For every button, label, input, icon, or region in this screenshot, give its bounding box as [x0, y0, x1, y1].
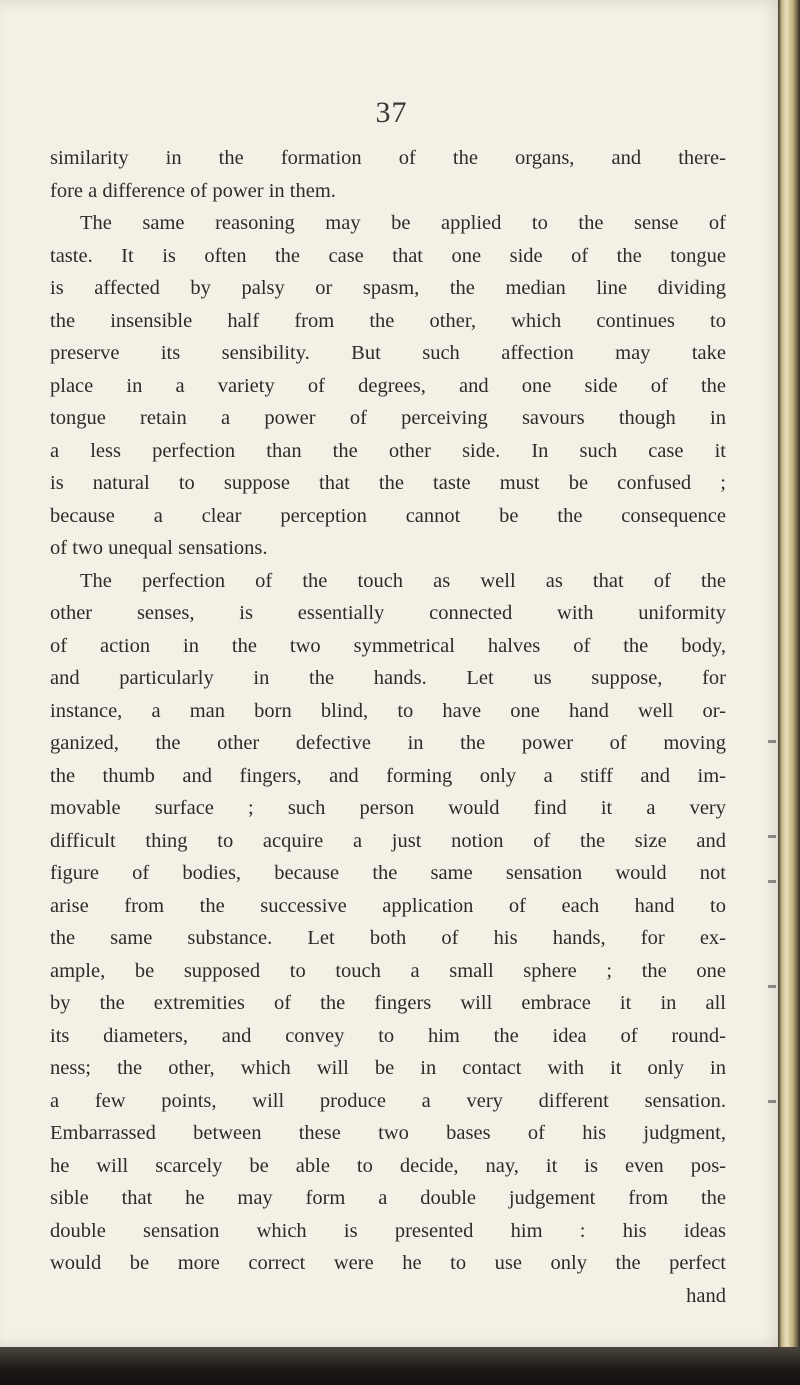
- text-line: sible that he may form a double judgement from the: [50, 1187, 726, 1209]
- text-line: would be more correct were he to use only the perfect: [50, 1252, 726, 1274]
- text-line: double sensation which is presented him : his ideas: [50, 1219, 726, 1242]
- text-line: the insensible half from the other, which continues to: [50, 309, 726, 332]
- text-line: ganized, the other defective in the power of moving: [50, 732, 726, 754]
- text-line: is affected by palsy or spasm, the median line dividing: [50, 277, 726, 299]
- text-line: ample, be supposed to touch a small sphere ; the one: [50, 959, 726, 982]
- text-line: taste. It is often the case that one side of the tongue: [50, 244, 726, 267]
- text-line: place in a variety of degrees, and one side of the: [50, 374, 726, 397]
- text-line: difficult thing to acquire a just notion of the size and: [50, 829, 726, 852]
- text-line: because a clear perception cannot be the consequence: [50, 504, 726, 527]
- text-line: figure of bodies, because the same sensation would not: [50, 862, 726, 884]
- text-line: tongue retain a power of perceiving savours though in: [50, 407, 726, 429]
- text-line: preserve its sensibility. But such affection may take: [50, 342, 726, 364]
- text-line: by the extremities of the fingers will embrace it in all: [50, 992, 726, 1014]
- text-line: fore a difference of power in them.: [50, 179, 336, 202]
- page-bottom-edge: [0, 1347, 800, 1385]
- text-line: of two unequal sensations.: [50, 537, 268, 559]
- binding-mark: [768, 1100, 776, 1103]
- binding-mark: [768, 880, 776, 883]
- catchword: hand: [686, 1284, 726, 1307]
- page-number: 37: [375, 96, 408, 129]
- text-line: and particularly in the hands. Let us suppose, for: [50, 667, 726, 689]
- text-line: is natural to suppose that the taste must be confused ;: [50, 472, 726, 494]
- binding-mark: [768, 740, 776, 743]
- text-line: The perfection of the touch as well as that of the: [80, 569, 726, 592]
- binding-mark: [768, 835, 776, 838]
- text-line: he will scarcely be able to decide, nay, it is even pos-: [50, 1154, 726, 1177]
- text-line: instance, a man born blind, to have one hand well or-: [50, 699, 726, 722]
- binding-mark: [768, 985, 776, 988]
- text-line: arise from the successive application of each hand to: [50, 894, 726, 917]
- text-line: the same substance. Let both of his hands, for ex-: [50, 927, 726, 949]
- body-text: [50, 142, 726, 1312]
- text-line: a few points, will produce a very different sensation.: [50, 1089, 726, 1112]
- text-line: Embarrassed between these two bases of his judgment,: [50, 1122, 726, 1144]
- text-line: movable surface ; such person would find it a very: [50, 797, 726, 819]
- text-line: other senses, is essentially connected with uniformity: [50, 602, 726, 624]
- text-line: its diameters, and convey to him the idea of round-: [50, 1024, 726, 1047]
- text-line: similarity in the formation of the organs, and there-: [50, 147, 726, 169]
- text-line: a less perfection than the other side. In such case it: [50, 439, 726, 462]
- text-line: ness; the other, which will be in contact with it only in: [50, 1057, 726, 1079]
- text-line: of action in the two symmetrical halves of the body,: [50, 634, 726, 657]
- text-line: The same reasoning may be applied to the sense of: [80, 212, 726, 234]
- text-line: the thumb and fingers, and forming only a stiff and im-: [50, 764, 726, 787]
- page-gutter: [778, 0, 800, 1385]
